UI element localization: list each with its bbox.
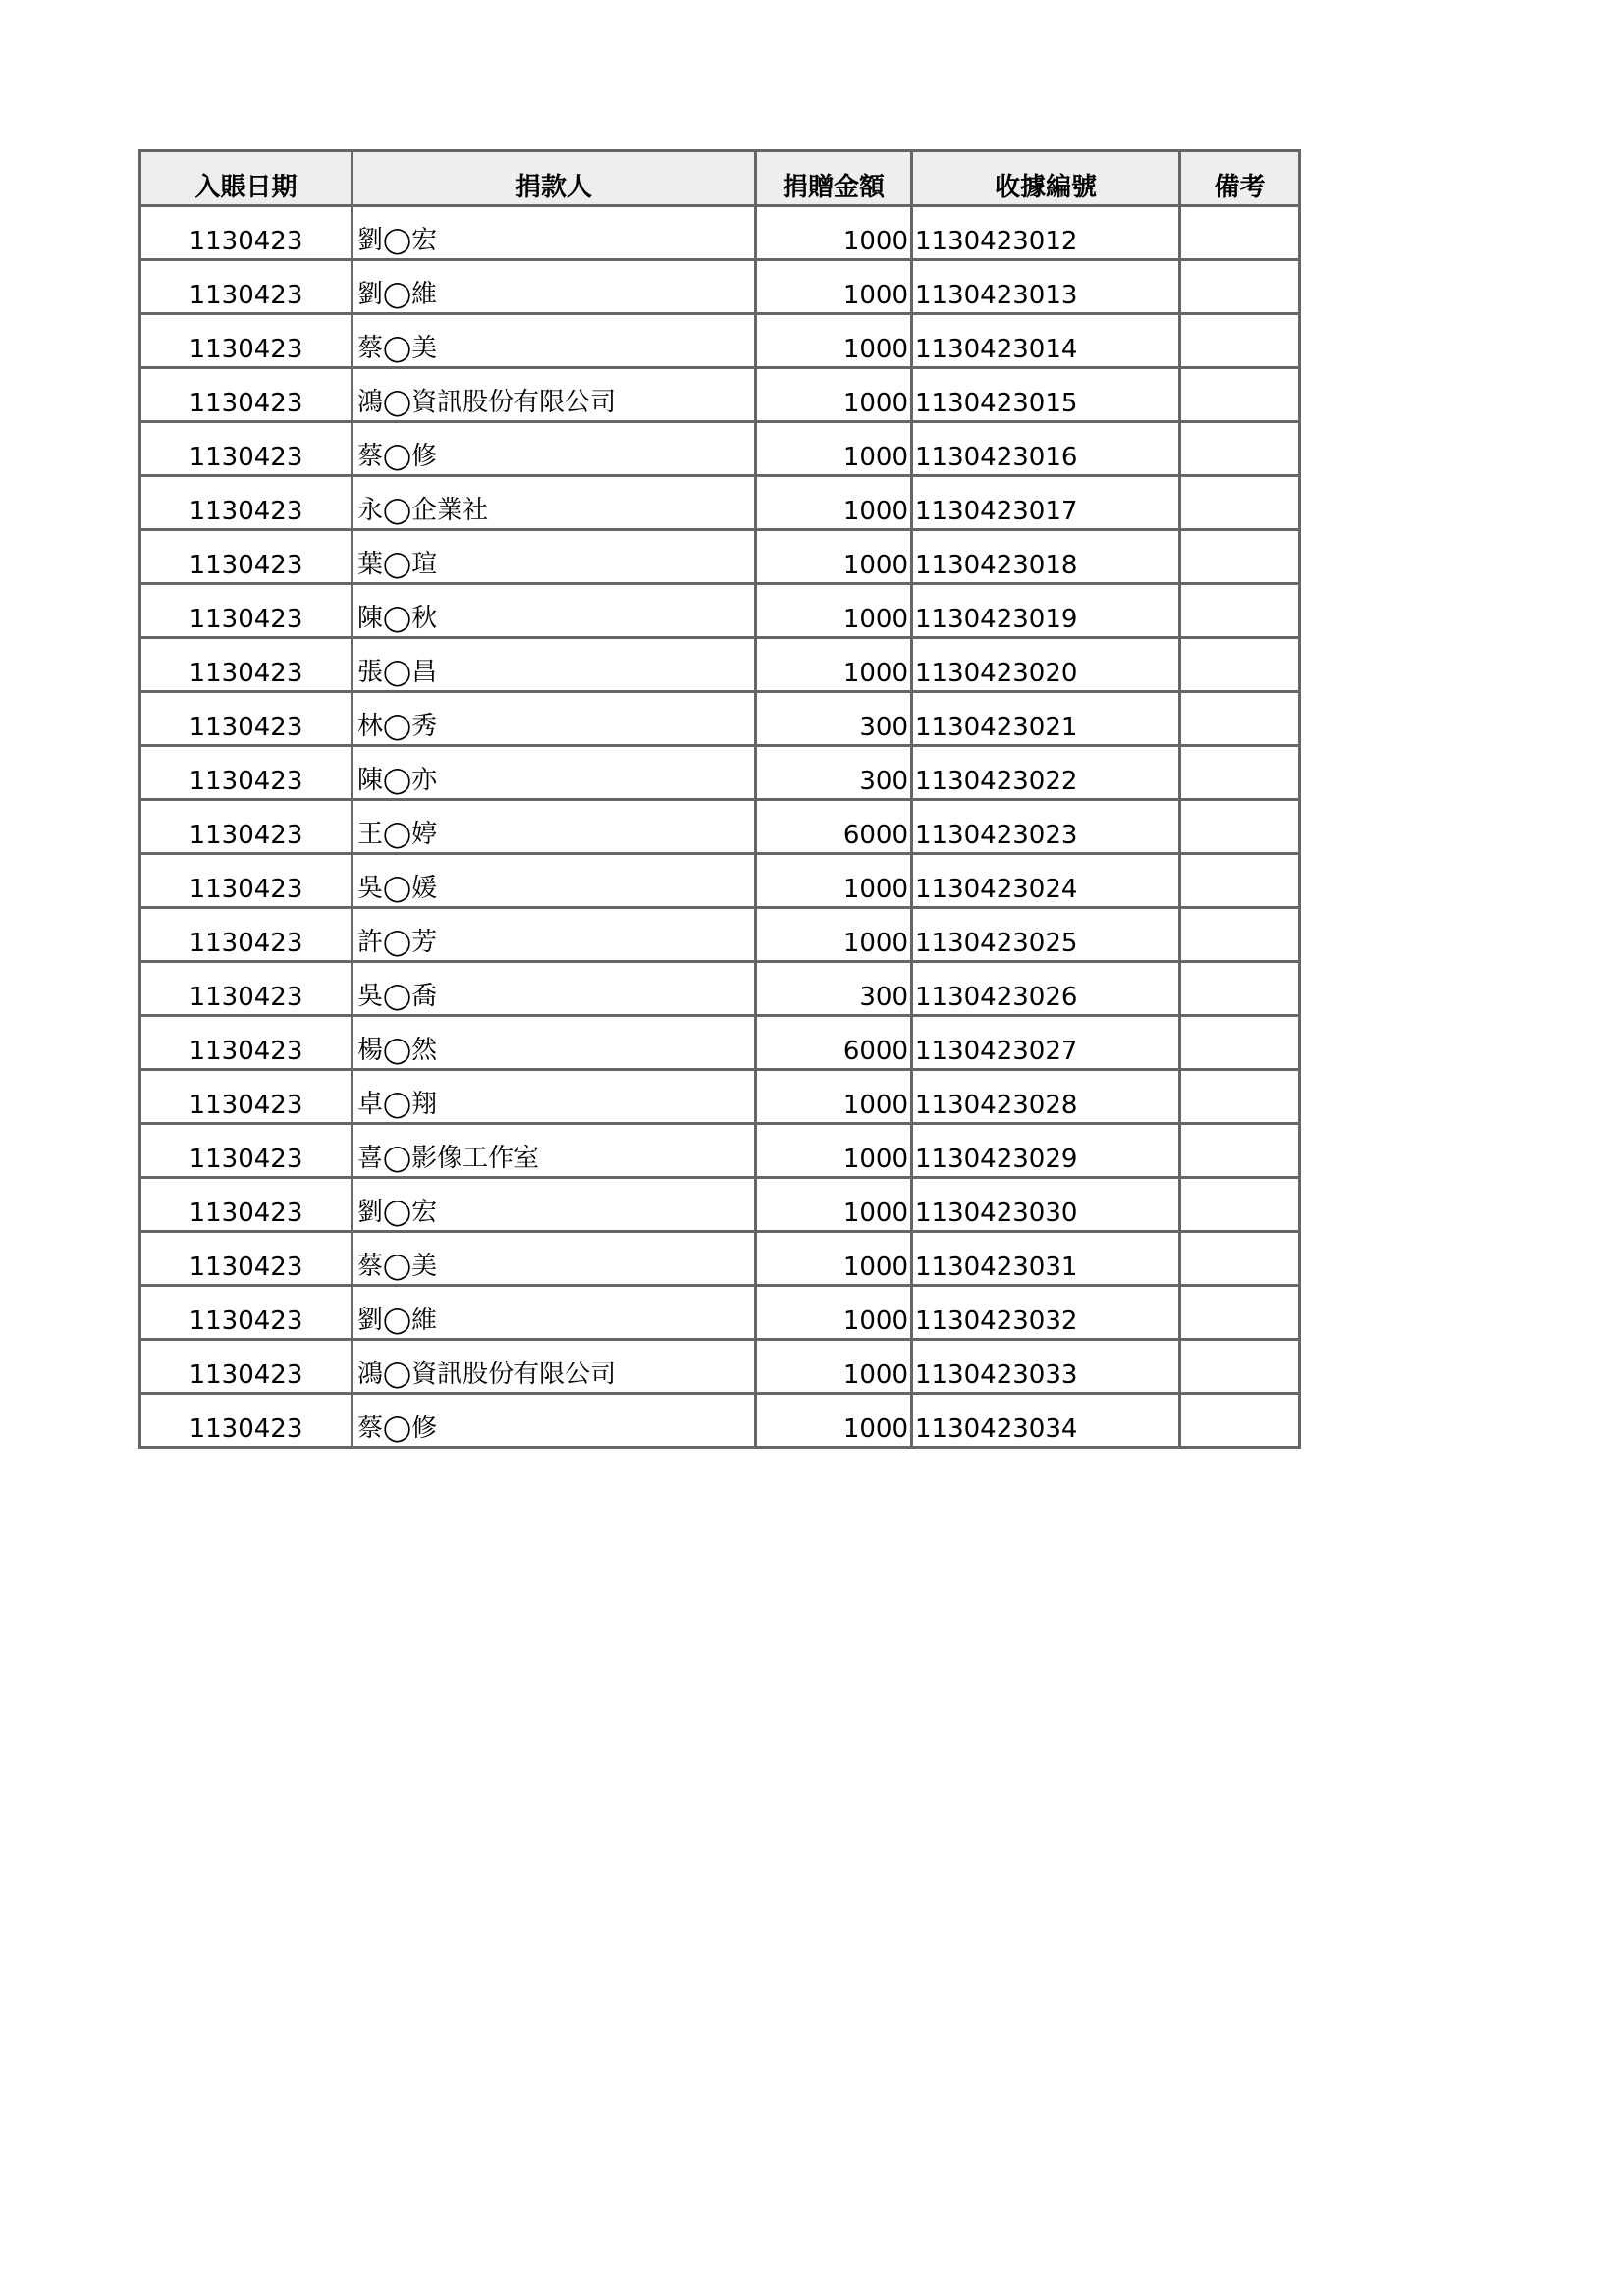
cell-amount: 1000	[756, 530, 912, 584]
cell-receipt-number: 1130423016	[912, 422, 1180, 476]
cell-amount: 1000	[756, 908, 912, 962]
cell-remarks	[1180, 1232, 1300, 1286]
cell-entry-date: 1130423	[140, 1394, 352, 1448]
cell-amount: 1000	[756, 1232, 912, 1286]
cell-entry-date: 1130423	[140, 206, 352, 260]
cell-entry-date: 1130423	[140, 908, 352, 962]
table-row	[140, 854, 1300, 908]
cell-receipt-number: 1130423032	[912, 1286, 1180, 1340]
cell-receipt-number: 1130423028	[912, 1070, 1180, 1124]
cell-amount: 300	[756, 746, 912, 800]
cell-donor: 鴻◯資訊股份有限公司	[352, 1340, 756, 1394]
cell-receipt-number: 1130423022	[912, 746, 1180, 800]
cell-entry-date: 1130423	[140, 1286, 352, 1340]
cell-amount: 1000	[756, 1124, 912, 1178]
cell-donor: 蔡◯美	[352, 314, 756, 368]
table-row	[140, 1232, 1300, 1286]
cell-receipt-number: 1130423021	[912, 692, 1180, 746]
header-receipt-number: 收據編號	[912, 151, 1180, 206]
cell-entry-date: 1130423	[140, 476, 352, 530]
cell-receipt-number: 1130423023	[912, 800, 1180, 854]
table-row	[140, 908, 1300, 962]
cell-entry-date: 1130423	[140, 314, 352, 368]
cell-remarks	[1180, 1286, 1300, 1340]
cell-remarks	[1180, 692, 1300, 746]
cell-entry-date: 1130423	[140, 800, 352, 854]
cell-receipt-number: 1130423014	[912, 314, 1180, 368]
cell-amount: 1000	[756, 854, 912, 908]
cell-entry-date: 1130423	[140, 530, 352, 584]
cell-donor: 劉◯維	[352, 1286, 756, 1340]
table-header	[140, 151, 1300, 206]
header-entry-date: 入賬日期	[140, 151, 352, 206]
cell-receipt-number: 1130423018	[912, 530, 1180, 584]
cell-receipt-number: 1130423027	[912, 1016, 1180, 1070]
table-row	[140, 1070, 1300, 1124]
cell-receipt-number: 1130423017	[912, 476, 1180, 530]
cell-donor: 吳◯媛	[352, 854, 756, 908]
table-row	[140, 692, 1300, 746]
cell-entry-date: 1130423	[140, 854, 352, 908]
cell-amount: 1000	[756, 1286, 912, 1340]
table-row	[140, 530, 1300, 584]
header-donor: 捐款人	[352, 151, 756, 206]
cell-remarks	[1180, 1394, 1300, 1448]
cell-donor: 王◯婷	[352, 800, 756, 854]
cell-remarks	[1180, 962, 1300, 1016]
cell-donor: 張◯昌	[352, 638, 756, 692]
cell-amount: 6000	[756, 1016, 912, 1070]
table-row	[140, 206, 1300, 260]
table-row	[140, 368, 1300, 422]
cell-donor: 楊◯然	[352, 1016, 756, 1070]
cell-receipt-number: 1130423029	[912, 1124, 1180, 1178]
cell-donor: 蔡◯修	[352, 1394, 756, 1448]
cell-donor: 蔡◯美	[352, 1232, 756, 1286]
table-row	[140, 746, 1300, 800]
cell-remarks	[1180, 1070, 1300, 1124]
cell-amount: 1000	[756, 368, 912, 422]
cell-donor: 鴻◯資訊股份有限公司	[352, 368, 756, 422]
cell-remarks	[1180, 368, 1300, 422]
cell-entry-date: 1130423	[140, 1124, 352, 1178]
cell-entry-date: 1130423	[140, 260, 352, 314]
cell-amount: 300	[756, 692, 912, 746]
cell-receipt-number: 1130423019	[912, 584, 1180, 638]
cell-amount: 1000	[756, 1394, 912, 1448]
cell-receipt-number: 1130423020	[912, 638, 1180, 692]
cell-receipt-number: 1130423034	[912, 1394, 1180, 1448]
cell-donor: 蔡◯修	[352, 422, 756, 476]
cell-amount: 1000	[756, 584, 912, 638]
cell-remarks	[1180, 422, 1300, 476]
header-row	[140, 151, 1300, 206]
cell-remarks	[1180, 314, 1300, 368]
cell-entry-date: 1130423	[140, 1232, 352, 1286]
table-row	[140, 422, 1300, 476]
cell-entry-date: 1130423	[140, 368, 352, 422]
header-amount: 捐贈金額	[756, 151, 912, 206]
cell-donor: 葉◯瑄	[352, 530, 756, 584]
table-row	[140, 476, 1300, 530]
donation-table	[138, 149, 1301, 1449]
cell-donor: 陳◯亦	[352, 746, 756, 800]
cell-remarks	[1180, 854, 1300, 908]
table-row	[140, 584, 1300, 638]
cell-entry-date: 1130423	[140, 962, 352, 1016]
cell-remarks	[1180, 1178, 1300, 1232]
cell-amount: 1000	[756, 638, 912, 692]
cell-donor: 許◯芳	[352, 908, 756, 962]
cell-amount: 1000	[756, 1070, 912, 1124]
cell-amount: 1000	[756, 206, 912, 260]
cell-entry-date: 1130423	[140, 638, 352, 692]
cell-entry-date: 1130423	[140, 1178, 352, 1232]
cell-remarks	[1180, 638, 1300, 692]
header-remarks: 備考	[1180, 151, 1300, 206]
table-row	[140, 314, 1300, 368]
cell-receipt-number: 1130423012	[912, 206, 1180, 260]
cell-entry-date: 1130423	[140, 746, 352, 800]
table-row	[140, 1124, 1300, 1178]
cell-donor: 卓◯翔	[352, 1070, 756, 1124]
cell-remarks	[1180, 746, 1300, 800]
cell-amount: 1000	[756, 476, 912, 530]
table-row	[140, 638, 1300, 692]
cell-amount: 1000	[756, 260, 912, 314]
cell-entry-date: 1130423	[140, 584, 352, 638]
cell-remarks	[1180, 908, 1300, 962]
cell-remarks	[1180, 206, 1300, 260]
cell-donor: 喜◯影像工作室	[352, 1124, 756, 1178]
cell-receipt-number: 1130423026	[912, 962, 1180, 1016]
table-body	[140, 206, 1300, 1448]
cell-receipt-number: 1130423030	[912, 1178, 1180, 1232]
cell-amount: 6000	[756, 800, 912, 854]
cell-remarks	[1180, 476, 1300, 530]
cell-remarks	[1180, 800, 1300, 854]
table-row	[140, 1178, 1300, 1232]
cell-donor: 林◯秀	[352, 692, 756, 746]
cell-donor: 劉◯宏	[352, 1178, 756, 1232]
cell-donor: 陳◯秋	[352, 584, 756, 638]
cell-donor: 永◯企業社	[352, 476, 756, 530]
table-row	[140, 260, 1300, 314]
table-row	[140, 1340, 1300, 1394]
cell-remarks	[1180, 1340, 1300, 1394]
table-row	[140, 1394, 1300, 1448]
cell-amount: 1000	[756, 1340, 912, 1394]
cell-receipt-number: 1130423013	[912, 260, 1180, 314]
cell-receipt-number: 1130423015	[912, 368, 1180, 422]
cell-donor: 吳◯喬	[352, 962, 756, 1016]
cell-entry-date: 1130423	[140, 1070, 352, 1124]
cell-receipt-number: 1130423033	[912, 1340, 1180, 1394]
cell-entry-date: 1130423	[140, 1340, 352, 1394]
cell-donor: 劉◯維	[352, 260, 756, 314]
cell-remarks	[1180, 1124, 1300, 1178]
cell-entry-date: 1130423	[140, 422, 352, 476]
cell-remarks	[1180, 584, 1300, 638]
cell-amount: 300	[756, 962, 912, 1016]
cell-remarks	[1180, 530, 1300, 584]
table-row	[140, 1286, 1300, 1340]
cell-remarks	[1180, 1016, 1300, 1070]
cell-receipt-number: 1130423024	[912, 854, 1180, 908]
cell-receipt-number: 1130423025	[912, 908, 1180, 962]
cell-amount: 1000	[756, 314, 912, 368]
table-row	[140, 800, 1300, 854]
cell-remarks	[1180, 260, 1300, 314]
cell-donor: 劉◯宏	[352, 206, 756, 260]
cell-entry-date: 1130423	[140, 692, 352, 746]
table-row	[140, 1016, 1300, 1070]
cell-amount: 1000	[756, 422, 912, 476]
cell-amount: 1000	[756, 1178, 912, 1232]
table-row	[140, 962, 1300, 1016]
cell-receipt-number: 1130423031	[912, 1232, 1180, 1286]
cell-entry-date: 1130423	[140, 1016, 352, 1070]
